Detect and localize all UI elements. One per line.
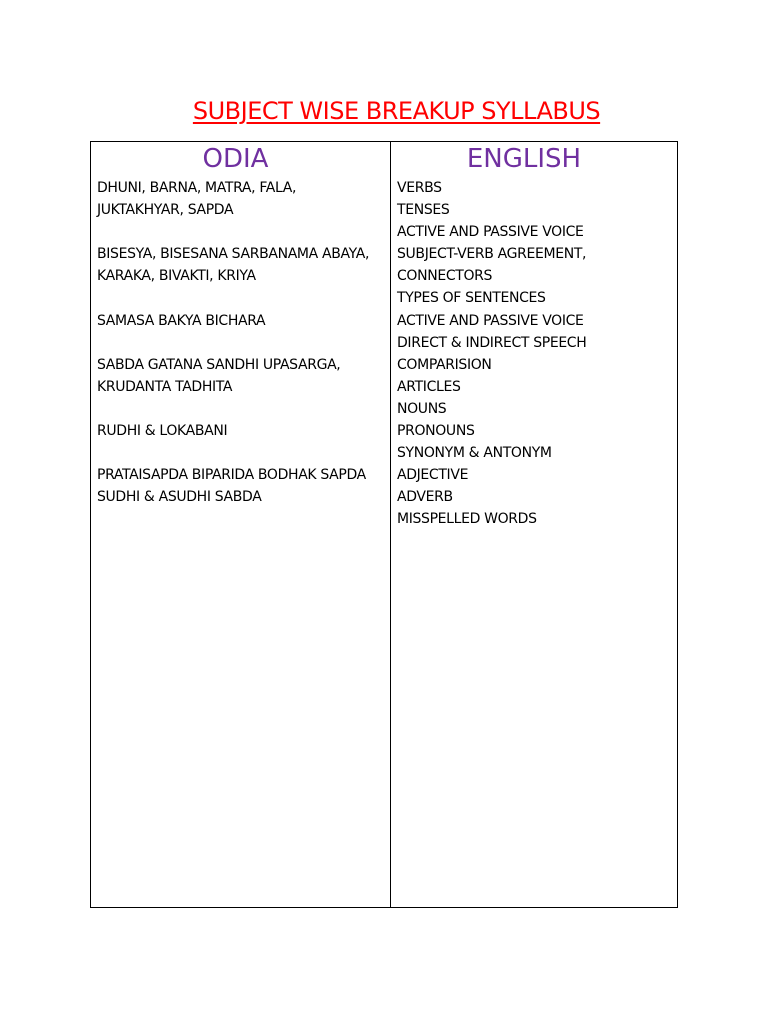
topic-line: KARAKA, BIVAKTI, KRIYA — [97, 268, 256, 285]
topic-line: KRUDANTA TADHITA — [97, 378, 233, 395]
topic-line: ADVERB — [397, 489, 453, 506]
odia-heading: ODIA — [202, 144, 269, 174]
english-heading: ENGLISH — [466, 144, 582, 174]
topic-line: NOUNS — [397, 400, 447, 417]
page-title: SUBJECT WISE BREAKUP SYLLABUS — [192, 97, 601, 125]
english-topic-list — [391, 177, 677, 531]
topic-line: SAMASA BAKYA BICHARA — [97, 312, 266, 329]
topic-line: RUDHI & LOKABANI — [97, 423, 228, 440]
spacer — [97, 332, 390, 354]
topic-line: ADJECTIVE — [397, 467, 469, 484]
spacer — [97, 442, 390, 464]
topic-line: BISESYA, BISESANA SARBANAMA ABAYA, — [97, 246, 370, 263]
spacer — [97, 398, 390, 420]
topic-line: DHUNI, BARNA, MATRA, FALA, — [97, 180, 297, 196]
topic-line: MISSPELLED WORDS — [397, 511, 537, 528]
topic-line: TYPES OF SENTENCES — [397, 290, 546, 307]
topic-line: COMPARISION — [397, 356, 492, 373]
spacer — [97, 287, 390, 309]
odia-column — [91, 142, 391, 907]
syllabus-table — [90, 141, 678, 908]
topic-line: JUKTAKHYAR, SAPDA — [97, 202, 234, 219]
spacer — [97, 221, 390, 243]
topic-line: ACTIVE AND PASSIVE VOICE — [397, 224, 584, 241]
topic-line: SABDA GATANA SANDHI UPASARGA, — [97, 356, 341, 373]
topic-line: DIRECT & INDIRECT SPEECH — [397, 334, 587, 351]
topic-line: SYNONYM & ANTONYM — [397, 445, 552, 462]
odia-topic-list — [91, 177, 390, 508]
topic-line: ARTICLES — [397, 378, 461, 395]
topic-line: PRONOUNS — [397, 423, 475, 440]
topic-line: SUDHI & ASUDHI SABDA — [97, 489, 262, 506]
topic-line: PRATAISAPDA BIPARIDA BODHAK SAPDA — [97, 467, 366, 484]
topic-line: SUBJECT-VERB AGREEMENT, — [397, 246, 587, 263]
topic-line: VERBS — [397, 180, 442, 196]
english-column — [391, 142, 677, 907]
topic-line: ACTIVE AND PASSIVE VOICE — [397, 312, 584, 329]
topic-line: CONNECTORS — [397, 268, 493, 285]
topic-line: TENSES — [397, 202, 450, 219]
